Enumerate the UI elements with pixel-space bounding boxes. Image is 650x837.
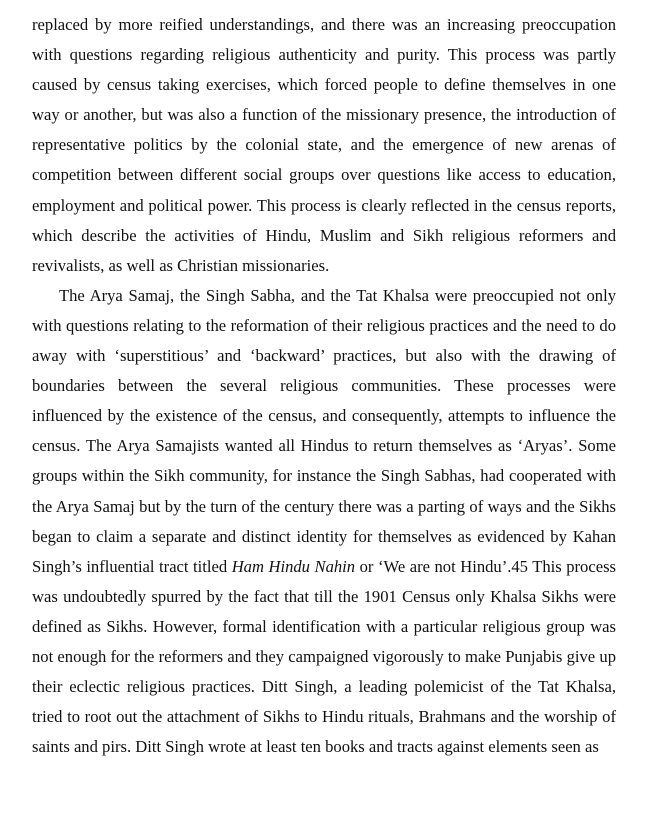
paragraph-1: replaced by more reified understandings, and there was an increasing preoccupation with questions regarding religious authenticity and purity. This process was partly caused by census taking exercises, which forced people to define themselves in one way or another, but was also a function of the missionary presence, the introduction of representative politics by the colonial state, and the emergence of new arenas of competition between different social groups over questions like access to education, employment and political power. This process is clearly reflected in the census reports, which describe the activities of Hindu, Muslim and Sikh religious reformers and revivalists, as well as Christian missionaries. [32, 15, 616, 275]
paragraph-2-part-1: The Arya Samaj, the Singh Sabha, and the Tat Khalsa were preoccupied not only with questions relating to the reformation of their religious practices and the need to do away with ‘superstitious’ and ‘backward’ practices, but also with the drawing of boundaries between the several religious communities. These processes were influenced by the existence of the census, and consequently, attempts to influence the census. The Arya Samajists wanted all Hindus to return themselves as ‘Aryas’. Some groups within the Sikh community, for instance the Singh Sabhas, had cooperated with the Arya Samaj but by the turn of the century there was a parting of ways and the Sikhs began to claim a separate and distinct identity for themselves as evidenced by Kahan Singh’s influential tract titled [32, 285, 616, 576]
document-page [32, 10, 616, 762]
tract-title: Ham Hindu Nahin [231, 556, 356, 576]
paragraph-2 [32, 281, 616, 763]
paragraph-2-part-2: or ‘We are not Hindu’.45 This process was undoubtedly spurred by the fact that till the 1901 Census only Khalsa Sikhs were defined as Sikhs. However, formal identification with a particular religious group was not enough for the reformers and they campaigned vigorously to make Punjabis give up their eclectic religious practices. Ditt Singh, a leading polemicist of the Tat Khalsa, tried to root out the attachment of Sikhs to Hindu rituals, Brahmans and the worship of saints and pirs. Ditt Singh wrote at least ten books and tracts against elements seen as [32, 556, 617, 757]
